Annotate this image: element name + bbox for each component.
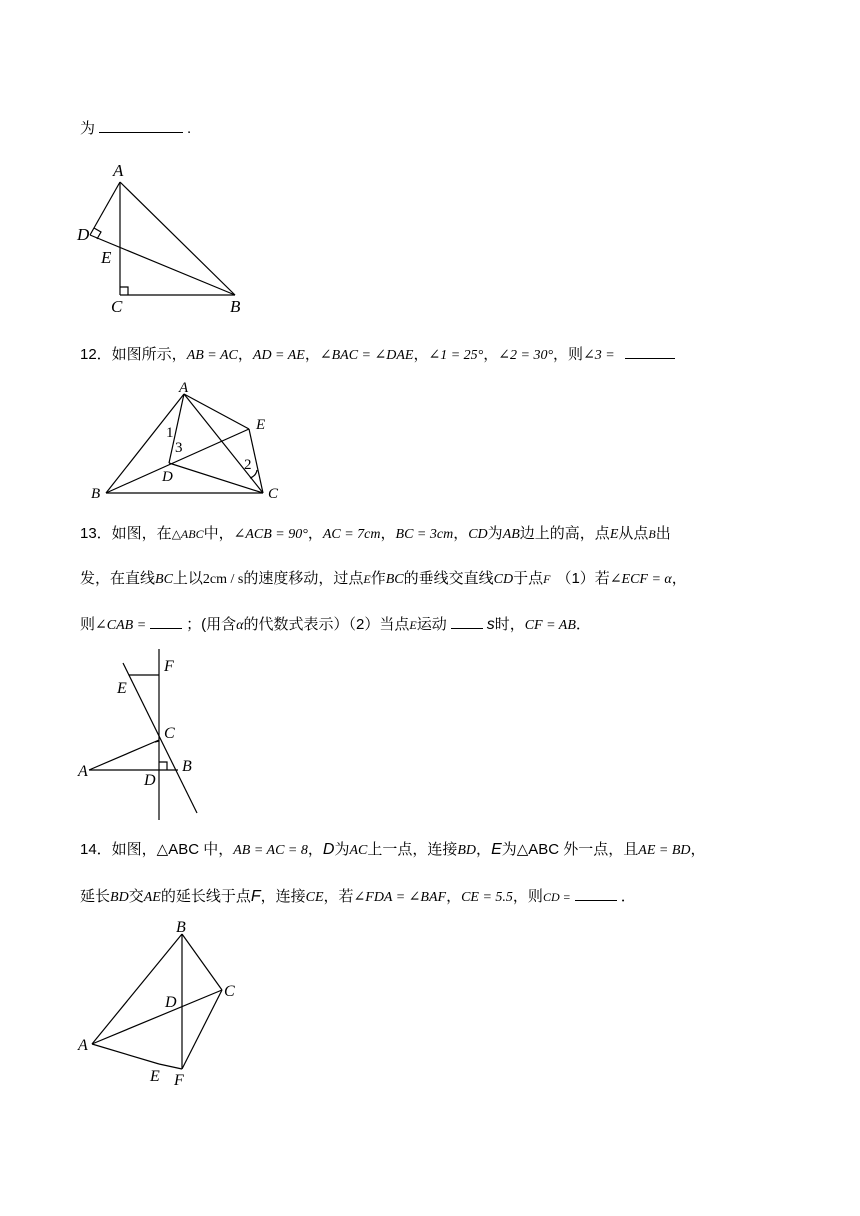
q13-text: 出 xyxy=(655,525,671,542)
q13-text: 则 xyxy=(80,616,96,633)
fig12-label-E: E xyxy=(256,417,266,433)
fig14-label-B: B xyxy=(176,919,186,936)
fig13-label-E: E xyxy=(117,680,127,697)
fig11-label-A: A xyxy=(113,161,124,180)
fig13-label-A: A xyxy=(78,763,88,780)
q12-sep-1: ， xyxy=(237,346,253,363)
fig13-label-C: C xyxy=(164,725,175,742)
q14-math: E xyxy=(491,841,502,858)
fig14-label-D: D xyxy=(165,994,177,1011)
fig11-label-B: B xyxy=(230,297,241,316)
q14-math: ∠FDA = ∠BAF xyxy=(353,890,447,905)
q12-number: 12．如图所示， xyxy=(80,346,187,363)
q12-formula-6: ∠3 = xyxy=(583,348,615,363)
q14-math: AE xyxy=(143,890,161,905)
fig13-label-B: B xyxy=(182,758,192,775)
fig11-label-D: D xyxy=(77,225,90,244)
question-13-line-1 xyxy=(80,524,671,545)
fig14-label-A: A xyxy=(78,1037,88,1054)
q13-text: 为 xyxy=(487,525,503,542)
q14-text: ， xyxy=(690,841,706,858)
q13-text: ， xyxy=(380,525,396,542)
figure-13 xyxy=(75,645,235,825)
q13-text: 的垂线交直线 xyxy=(403,570,494,587)
q13-math: AB xyxy=(502,527,520,542)
figure-14 xyxy=(72,918,252,1093)
fig12-label-B: B xyxy=(91,486,101,502)
q14-math: AB = AC = 8 xyxy=(233,843,308,858)
fig13-label-D: D xyxy=(144,772,156,789)
q14-math: F xyxy=(250,888,261,905)
q13-text: ． xyxy=(575,616,591,633)
q14-math: D xyxy=(322,841,335,858)
q14-text: ，连接 xyxy=(260,888,306,905)
q12-sep-5: ，则 xyxy=(553,346,584,363)
q13-math: AC = 7cm xyxy=(322,527,381,542)
fig14-label-F: F xyxy=(174,1072,184,1089)
fig14-label-C: C xyxy=(224,983,235,1000)
q13-text: （1）若 xyxy=(556,570,610,587)
q13-text: 从点 xyxy=(618,525,649,542)
q12-formula-4: ∠1 = 25° xyxy=(428,348,484,363)
q13-text: 13．如图，在 xyxy=(80,525,172,542)
q13-math: B xyxy=(648,527,656,541)
q14-math: AE = BD xyxy=(638,843,691,858)
q14-math: CE = 5.5 xyxy=(461,890,513,905)
q13-text: 作 xyxy=(370,570,386,587)
q14-math: AC xyxy=(349,843,368,858)
fig13-label-F: F xyxy=(164,658,174,675)
fig12-label-D: D xyxy=(162,469,173,485)
q13-math: 2cm / s xyxy=(202,572,244,587)
q13-text: ；(用含 xyxy=(186,616,237,633)
question-13-line-2 xyxy=(80,569,687,590)
q13-text: ， xyxy=(307,525,323,542)
q13-math: CD xyxy=(493,572,514,587)
q13-text: 边上的高，点 xyxy=(519,525,610,542)
q14-text: 延长 xyxy=(80,888,111,905)
carry-over-line xyxy=(80,118,191,139)
q13-text: ， xyxy=(453,525,469,542)
q14-text: ， xyxy=(307,841,323,858)
q14-text: ，若 xyxy=(323,888,354,905)
q12-sep-3: ， xyxy=(413,346,429,363)
q14-math: CD = xyxy=(542,890,571,904)
q14-text: ． xyxy=(620,888,636,905)
q14-text: 14．如图，△ABC 中， xyxy=(80,841,234,858)
figure-12 xyxy=(85,380,295,504)
q13-text: 上以 xyxy=(172,570,203,587)
q14-text: 的延长线于点 xyxy=(160,888,251,905)
fig11-label-E: E xyxy=(101,248,112,267)
q13-text: 的速度移动，过点 xyxy=(243,570,364,587)
question-14-line-2 xyxy=(80,886,636,908)
q12-sep-4: ， xyxy=(483,346,499,363)
q14-text: ，则 xyxy=(512,888,543,905)
figure-11 xyxy=(70,160,270,320)
fig14-label-E: E xyxy=(150,1068,160,1085)
q13-math: CD xyxy=(468,527,488,542)
fig11-label-C: C xyxy=(111,297,123,316)
question-12 xyxy=(80,344,679,366)
q13-math: BC = 3cm xyxy=(395,527,454,542)
answer-blank-12 xyxy=(625,344,675,359)
question-13-line-3 xyxy=(80,614,591,636)
fig12-angle-1: 1 xyxy=(166,425,174,441)
q14-math: CE xyxy=(305,890,324,905)
q12-formula-1: AB = AC xyxy=(186,348,238,363)
q13-math: ∠ACB = 90° xyxy=(233,527,308,542)
fig12-angle-3: 3 xyxy=(175,440,183,456)
q13-text: 中， xyxy=(203,525,234,542)
q12-formula-5: ∠2 = 30° xyxy=(498,348,554,363)
q14-math: BD xyxy=(457,843,477,858)
q13-math: E xyxy=(409,618,417,632)
q13-text: 的代数式表示）（2）当点 xyxy=(243,616,410,633)
q13-text: 于点 xyxy=(513,570,544,587)
q13-text: ， xyxy=(671,570,687,587)
q12-formula-3: ∠BAC = ∠DAE xyxy=(319,348,414,363)
q12-formula-2: AD = AE xyxy=(252,348,305,363)
question-14-line-1 xyxy=(80,840,706,861)
q14-math: BD xyxy=(110,890,129,905)
q14-text: 上一点，连接 xyxy=(367,841,458,858)
q13-math: CF = AB xyxy=(524,618,576,633)
q13-text: 时， xyxy=(494,616,525,633)
answer-blank-13-1 xyxy=(150,614,182,629)
q13-text: 发，在直线 xyxy=(80,570,156,587)
answer-blank-11 xyxy=(99,118,183,133)
fig12-angle-2: 2 xyxy=(244,457,252,473)
q13-math: △ABC xyxy=(171,527,204,541)
q14-text: 交 xyxy=(128,888,144,905)
answer-blank-14 xyxy=(575,886,617,901)
q13-math: s xyxy=(486,616,495,633)
q13-math: ∠ECF = α xyxy=(609,572,672,587)
answer-blank-13-2 xyxy=(451,614,483,629)
q14-text: 为 xyxy=(334,841,350,858)
q14-text: ， xyxy=(476,841,492,858)
fig12-label-A: A xyxy=(179,380,189,396)
carry-suffix: . xyxy=(187,120,192,137)
q13-math: E xyxy=(363,572,371,586)
fig12-label-C: C xyxy=(268,486,279,502)
q14-text: ， xyxy=(446,888,462,905)
q13-math: BC xyxy=(385,572,404,587)
carry-prefix: 为 xyxy=(80,120,96,137)
q12-sep-2: ， xyxy=(304,346,320,363)
q14-text: 为△ABC 外一点，且 xyxy=(501,841,639,858)
q13-text: 运动 xyxy=(416,616,447,633)
q13-math: E xyxy=(609,527,619,542)
q13-math: F xyxy=(543,572,551,586)
q13-math: α xyxy=(236,618,244,633)
q13-math: ∠CAB = xyxy=(95,618,147,633)
q13-math: BC xyxy=(155,572,173,587)
